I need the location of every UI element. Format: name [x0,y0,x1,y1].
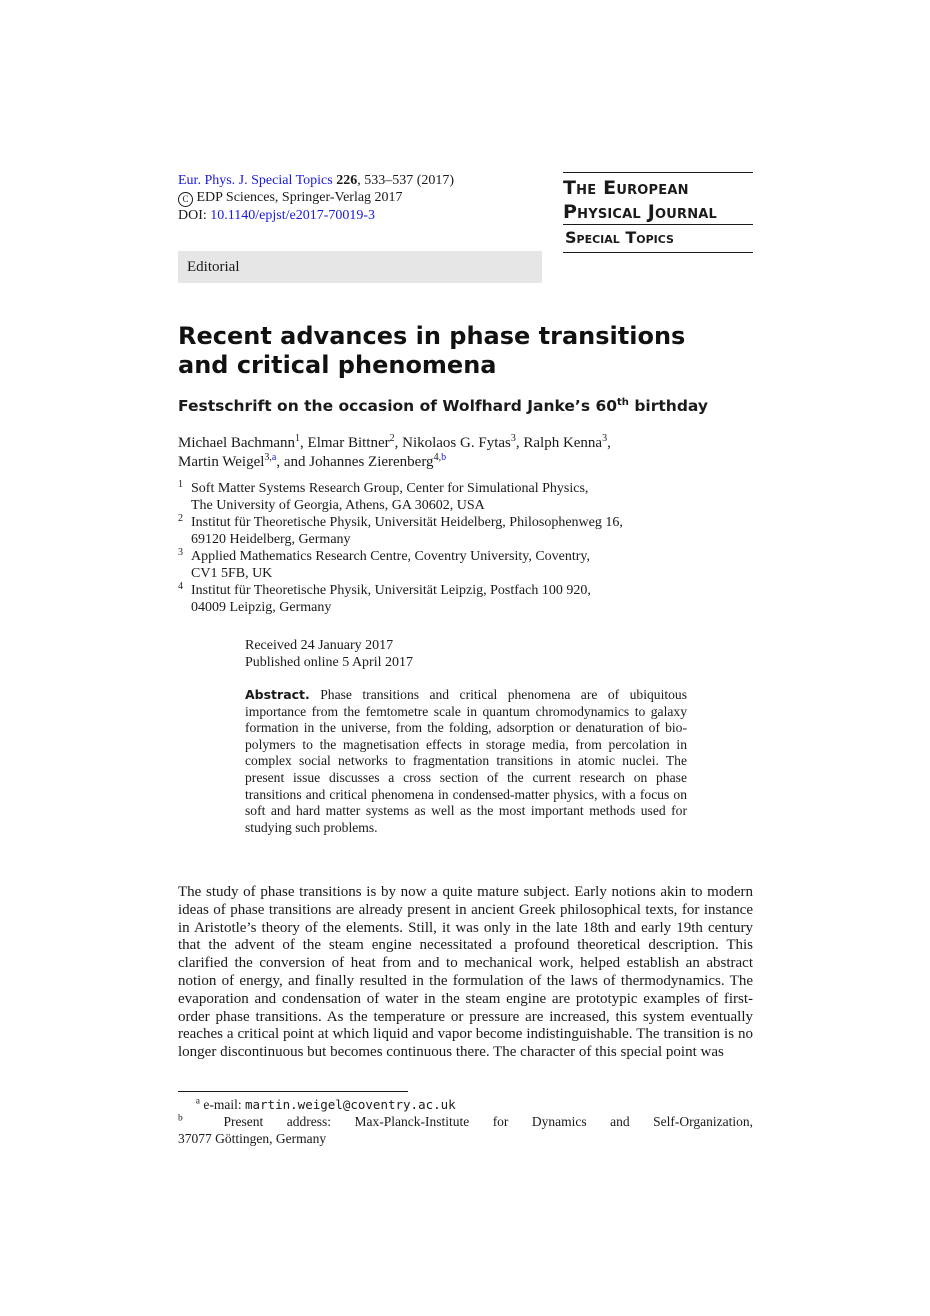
subtitle-sup: th [617,396,629,408]
journal-name-box [563,172,753,253]
author-separator: , [607,435,611,451]
author: Johannes Zierenberg [309,454,434,470]
footnote-item [178,1113,753,1147]
affiliation-line: Applied Mathematics Research Centre, Coventry University, Coventry, [191,549,591,564]
author-affil-ref: 3 [510,433,516,444]
copyright-line [178,189,454,207]
affiliation-line: The University of Georgia, Athens, GA 30602, USA [191,498,485,513]
affiliation-item [178,480,758,514]
abstract-text: Phase transitions and critical phenomena are of ubiquitous importance from the femtometre scale in quantum chromodynamics to galaxy formation in the universe, from the folding, adsorption or denaturation of bio-polymers to the magnetisation effects in storage media, from percolation in complex social networks to fragmentation transitions in atomic nuclei. The present issue discusses a cross section of the current research on phase transitions and critical phenomena in condensed-matter physics, with a focus on soft and hard matter systems as well as the most important methods used for studying such problems. [245,687,688,835]
author-separator: , and [276,454,310,470]
footnote-link-a[interactable]: a [271,452,277,463]
affil-num: 4, [433,452,442,463]
affiliation-line: Soft Matter Systems Research Group, Center for Simulational Physics, [191,481,589,496]
journal-link[interactable]: Eur. Phys. J. Special Topics [178,173,333,188]
author-separator: , [300,435,308,451]
journal-name-line2: Physical Journal [563,201,718,223]
journal-citation [178,172,454,189]
author-affil-ref [434,452,447,463]
copyright-icon [178,192,193,207]
doi-line [178,207,454,224]
copyright-text: EDP Sciences, Springer-Verlag 2017 [196,190,403,205]
journal-subtitle: Special Topics [565,228,674,247]
doi-link[interactable]: 10.1140/epjst/e2017-70019-3 [210,208,376,223]
publication-dates [245,637,413,671]
body-paragraph: The study of phase transitions is by now a quite mature subject. Early notions akin to modern ideas of phase transitions are already present in ancient Greek philosophical texts, for instance in Aristotle’s theory of the elements. Still, it was only in the late 18th and early 19th century that the advent of the steam engine necessitated a profound theoretical description. This clarified the conversion of heat from and to mechanical work, helped establish an abstract notion of energy, and finally resulted in the formulation of the laws of thermodynamics. The evaporation and condensation of water in the steam engine are prototypic examples of first-order phase transitions. As the temperature or pressure are increased, this system eventually reaches a critical point at which liquid and vapor become indistinguishable. The transition is no longer discontinuous but becomes continuous there. The character of this special point was [178,884,753,1061]
footnote-line: 37077 Göttingen, Germany [178,1131,327,1146]
author-affil-ref: 3 [602,433,608,444]
author-affil-ref: 2 [389,433,395,444]
abstract-label: Abstract. [245,687,310,702]
affiliation-item [178,548,758,582]
affiliation-line: Institut für Theoretische Physik, Universität Leipzig, Postfach 100 920, [191,583,591,598]
footnote-mark: a [195,1096,200,1107]
footnote-line [178,1113,753,1130]
author: Ralph Kenna [523,435,603,451]
subtitle-text-end: birthday [628,397,708,415]
copyright-icon-letter: C [182,194,189,204]
footnote-item [178,1096,753,1113]
published-date: Published online 5 April 2017 [245,655,413,670]
affiliation-line: 04009 Leipzig, Germany [191,600,332,615]
abstract [245,687,687,836]
footnotes [178,1096,753,1147]
affiliation-number: 1 [178,479,183,490]
author: Michael Bachmann [178,435,296,451]
affiliation-number: 2 [178,513,183,524]
footnote-text: Present address: Max-Planck-Institute for Dynamics and Self-Organization, [223,1114,753,1129]
affiliation-line: Institut für Theoretische Physik, Universität Heidelberg, Philosophenweg 16, [191,515,623,530]
affiliation-list [178,480,758,616]
affiliation-item [178,582,758,616]
author-separator: , [515,435,524,451]
author-affil-ref [264,452,276,463]
author: Elmar Bittner [307,435,390,451]
citation-block [178,172,454,224]
footnote-mark: b [178,1113,183,1124]
affiliation-line: 69120 Heidelberg, Germany [191,532,351,547]
author-list [178,434,758,472]
author-separator: , [394,435,403,451]
author-affil-ref: 1 [295,433,301,444]
section-label: Editorial [187,259,240,275]
journal-bottom-rule [563,252,753,253]
received-date: Received 24 January 2017 [245,638,394,653]
paper-title: Recent advances in phase transitions and critical phenomena [178,322,686,379]
journal-name [563,173,753,224]
journal-volume: 226 [336,173,358,188]
affiliation-item [178,514,758,548]
email-link[interactable]: martin.weigel@coventry.ac.uk [244,1097,456,1112]
affiliation-number: 4 [178,581,183,592]
author: Martin Weigel [178,454,265,470]
section-label-bar [178,251,542,283]
author: Nikolaos G. Fytas [402,435,511,451]
footnote-link-b[interactable]: b [441,452,447,463]
subtitle-text: Festschrift on the occasion of Wolfhard Janke’s 60 [178,397,618,415]
affiliation-line: CV1 5FB, UK [191,566,273,581]
affil-num: 3, [264,452,272,463]
footnote-rule [178,1091,408,1092]
affiliation-number: 3 [178,547,183,558]
journal-pages-year: , 533–537 (2017) [357,173,455,188]
journal-name-line1: The European [563,177,689,199]
doi-label: DOI: [178,208,207,223]
paper-subtitle [178,396,708,416]
footnote-label: e-mail: [203,1097,245,1112]
